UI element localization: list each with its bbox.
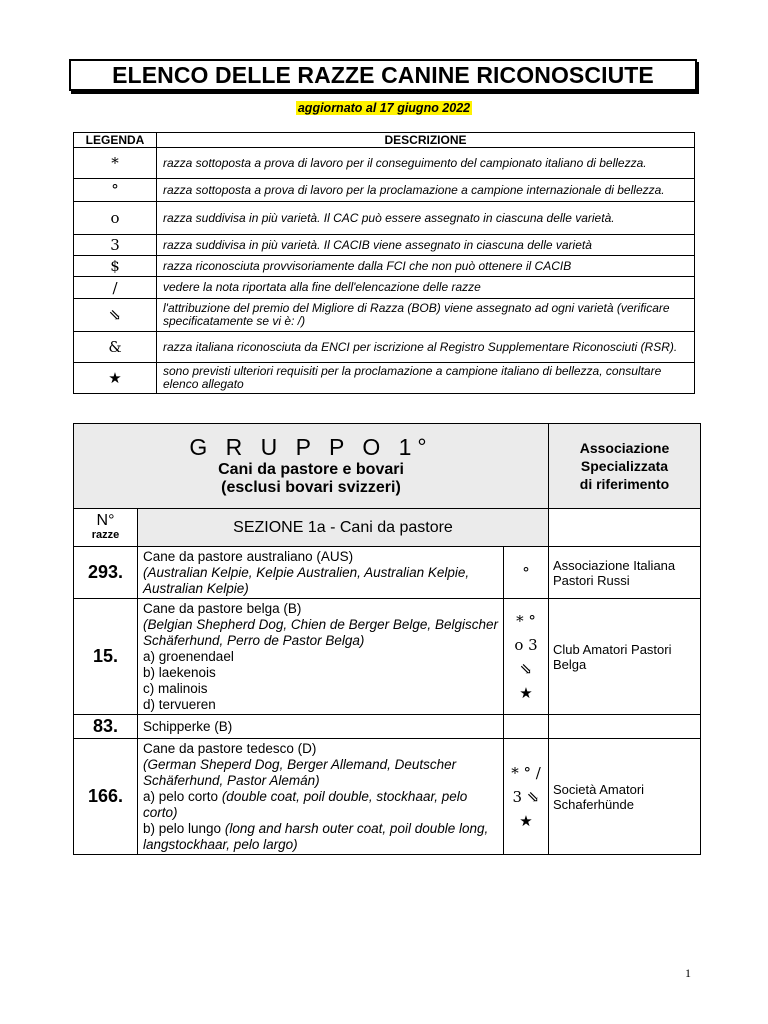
breed-association: Club Amatori Pastori Belga bbox=[549, 599, 701, 715]
legend-row bbox=[74, 235, 695, 256]
association-header-line1: Associazione bbox=[579, 440, 670, 456]
update-date bbox=[0, 99, 768, 117]
breed-row bbox=[74, 599, 701, 715]
breed-number: 293. bbox=[74, 547, 138, 599]
legend-description: l'attribuzione del premio del Migliore di Razza (BOB) viene assegnato ad ogni varietà (verificare specificatamente se vi è: /) bbox=[157, 299, 695, 332]
legend-symbol: ° bbox=[74, 179, 157, 202]
breed-symbol-line: ★ bbox=[519, 683, 533, 702]
variety-label: a) groenendael bbox=[143, 648, 234, 664]
breed-symbol-line: * ° bbox=[516, 611, 536, 630]
legend-symbol: $ bbox=[74, 256, 157, 277]
group-subtitle-line1: Cani da pastore e bovari bbox=[218, 460, 404, 478]
variety-label: b) laekenois bbox=[143, 664, 216, 680]
legend-row bbox=[74, 363, 695, 394]
legend-symbol: / bbox=[74, 277, 157, 299]
description-col-header: DESCRIZIONE bbox=[157, 133, 695, 148]
legend-description: sono previsti ulteriori requisiti per la proclamazione a campione italiano di bellezza, consultare elenco allegato bbox=[157, 363, 695, 394]
legend-row bbox=[74, 202, 695, 235]
breed-symbols bbox=[504, 739, 549, 855]
breed-association: Società Amatori Schaferhünde bbox=[549, 739, 701, 855]
breed-row bbox=[74, 547, 701, 599]
breed-variety bbox=[143, 681, 498, 697]
legend-symbol: ★ bbox=[74, 363, 157, 394]
breed-alt-names: (Australian Kelpie, Kelpie Australien, Australian Kelpie, Australian Kelpie) bbox=[143, 564, 470, 596]
breed-number: 15. bbox=[74, 599, 138, 715]
breed-description bbox=[138, 739, 504, 855]
number-header-label: N° bbox=[96, 511, 115, 529]
group-subtitle bbox=[74, 461, 548, 503]
legend-col-header: LEGENDA bbox=[74, 133, 157, 148]
legend-row bbox=[74, 148, 695, 179]
breed-symbol-line: * ° / bbox=[511, 763, 541, 782]
breed-symbol-line: ★ bbox=[519, 811, 533, 830]
variety-alt-names: (long and harsh outer coat, poil double long, langstockhaar, pelo largo) bbox=[143, 820, 489, 852]
legend-symbol: 3 bbox=[74, 235, 157, 256]
legend-row bbox=[74, 277, 695, 299]
breed-symbol-line: ° bbox=[522, 563, 530, 582]
legend-row bbox=[74, 256, 695, 277]
breed-description bbox=[138, 715, 504, 739]
legend-table bbox=[73, 132, 695, 394]
breed-name: Cane da pastore australiano (AUS) bbox=[143, 548, 354, 564]
group-title: G R U P P O 1° bbox=[189, 433, 433, 460]
association-header-line2: Specializzata bbox=[580, 458, 669, 474]
legend-row bbox=[74, 332, 695, 363]
breed-variety bbox=[143, 665, 498, 681]
section-row bbox=[74, 509, 701, 547]
variety-label: a) pelo corto bbox=[143, 788, 219, 804]
variety-label: b) pelo lungo bbox=[143, 820, 222, 836]
group-subtitle-line2: (esclusi bovari svizzeri) bbox=[221, 478, 401, 496]
breed-row bbox=[74, 715, 701, 739]
breed-symbols bbox=[504, 547, 549, 599]
legend-header-row bbox=[74, 133, 695, 148]
group-header-row bbox=[74, 424, 701, 509]
legend-symbol: * bbox=[74, 148, 157, 179]
number-header-sub: razze bbox=[91, 528, 120, 541]
breed-variety bbox=[143, 789, 498, 821]
breed-number: 83. bbox=[74, 715, 138, 739]
breed-symbols bbox=[504, 599, 549, 715]
legend-description: razza suddivisa in più varietà. Il CAC può essere assegnato in ciascuna delle varietà. bbox=[157, 202, 695, 235]
page-number: 1 bbox=[685, 966, 691, 980]
breed-variety bbox=[143, 649, 498, 665]
legend-description: razza italiana riconosciuta da ENCI per iscrizione al Registro Supplementare Riconosciuti (RSR). bbox=[157, 332, 695, 363]
breed-symbol-line: o 3 bbox=[514, 635, 538, 654]
association-header bbox=[549, 424, 701, 509]
breed-variety bbox=[143, 697, 498, 713]
breed-name: Cane da pastore belga (B) bbox=[143, 600, 302, 616]
legend-symbol: & bbox=[74, 332, 157, 363]
breed-description bbox=[138, 547, 504, 599]
breed-variety bbox=[143, 821, 498, 853]
breed-symbols bbox=[504, 715, 549, 739]
breed-alt-names: (Belgian Shepherd Dog, Chien de Berger Belge, Belgischer Schäferhund, Perro de Pastor Belga) bbox=[143, 616, 498, 648]
variety-label: c) malinois bbox=[143, 680, 208, 696]
legend-description: vedere la nota riportata alla fine dell'elencazione delle razze bbox=[157, 277, 695, 299]
group-heading bbox=[74, 424, 549, 509]
breed-row bbox=[74, 739, 701, 855]
legend-description: razza sottoposta a prova di lavoro per il conseguimento del campionato italiano di bellezza. bbox=[157, 148, 695, 179]
legend-description: razza sottoposta a prova di lavoro per la proclamazione a campione internazionale di bellezza. bbox=[157, 179, 695, 202]
association-header-line3: di riferimento bbox=[579, 476, 670, 492]
breed-association: Associazione Italiana Pastori Russi bbox=[549, 547, 701, 599]
group-table bbox=[73, 423, 701, 855]
legend-symbol: o bbox=[74, 202, 157, 235]
breed-alt-names: (German Sheperd Dog, Berger Allemand, Deutscher Schäferhund, Pastor Alemán) bbox=[143, 756, 457, 788]
breed-symbol-line: 3 ⇘ bbox=[512, 787, 540, 806]
legend-symbol: ⇘ bbox=[74, 299, 157, 332]
breed-description bbox=[138, 599, 504, 715]
breed-name: Schipperke (B) bbox=[143, 718, 233, 734]
legend-row bbox=[74, 179, 695, 202]
breed-name: Cane da pastore tedesco (D) bbox=[143, 740, 317, 756]
update-date-text: aggiornato al 17 giugno 2022 bbox=[297, 101, 471, 115]
variety-label: d) tervueren bbox=[143, 696, 216, 712]
breed-symbol-line: ⇘ bbox=[519, 659, 533, 678]
number-header bbox=[74, 509, 138, 547]
variety-alt-names: (double coat, poil double, stockhaar, pelo corto) bbox=[143, 788, 468, 820]
breed-number: 166. bbox=[74, 739, 138, 855]
section-title: SEZIONE 1a - Cani da pastore bbox=[138, 509, 549, 547]
breed-association bbox=[549, 715, 701, 739]
legend-row bbox=[74, 299, 695, 332]
page-title: ELENCO DELLE RAZZE CANINE RICONOSCIUTE bbox=[69, 59, 697, 91]
legend-description: razza suddivisa in più varietà. Il CACIB viene assegnato in ciascuna delle varietà bbox=[157, 235, 695, 256]
section-assoc-empty bbox=[549, 509, 701, 547]
legend-description: razza riconosciuta provvisoriamente dalla FCI che non può ottenere il CACIB bbox=[157, 256, 695, 277]
